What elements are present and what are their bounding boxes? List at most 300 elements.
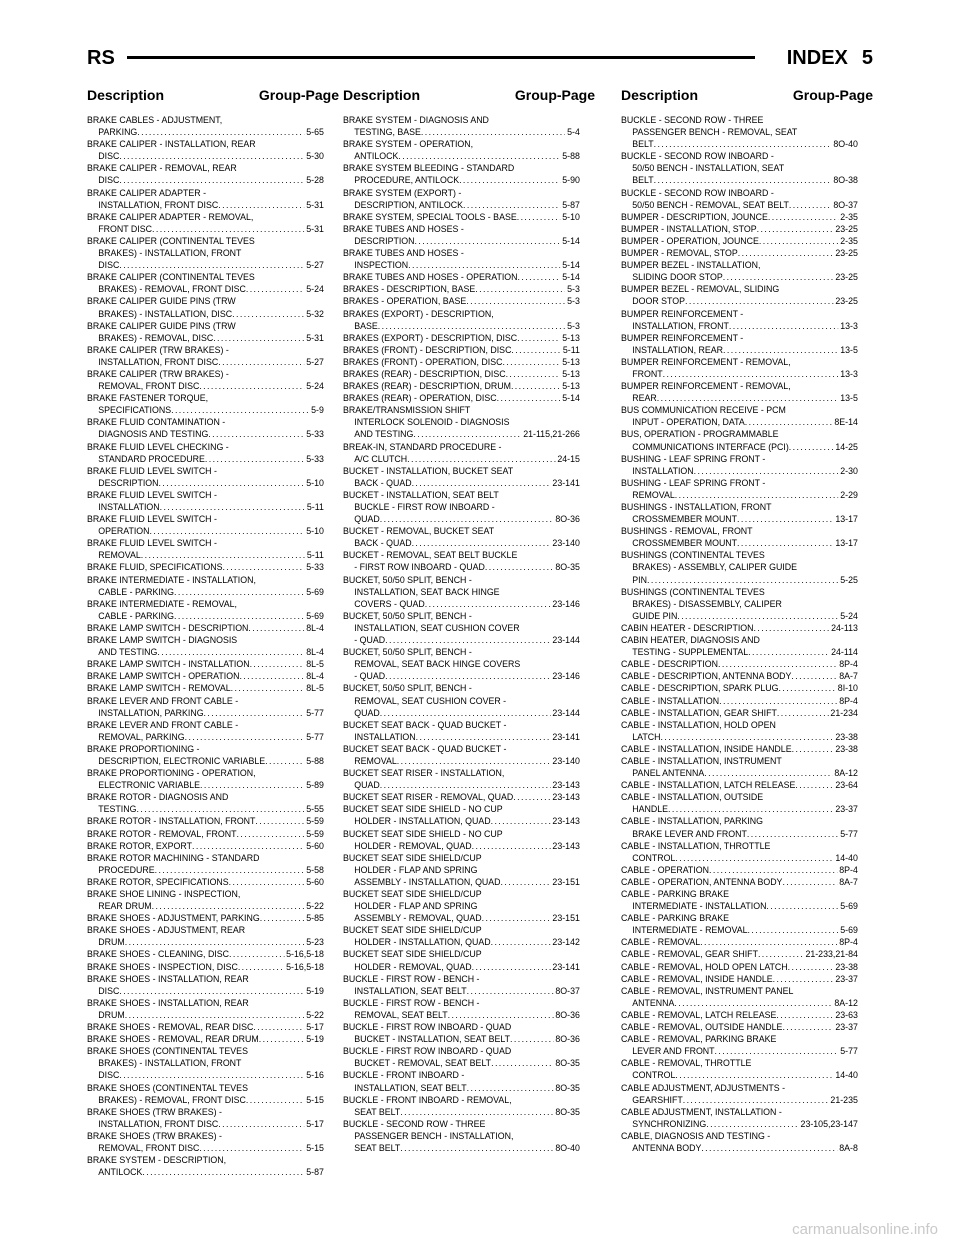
dot-leader xyxy=(448,1009,554,1021)
index-entry xyxy=(87,441,324,465)
entry-page-ref: 5-77 xyxy=(840,827,858,839)
entry-continuation-line xyxy=(343,658,580,670)
index-entry xyxy=(87,670,324,682)
entry-continuation-line xyxy=(87,610,324,622)
entry-page-ref: 8O-35 xyxy=(555,1057,580,1069)
dot-leader xyxy=(199,1142,304,1154)
entry-title-line xyxy=(343,441,580,453)
dot-leader xyxy=(421,126,565,138)
entry-text: A/C CLUTCH xyxy=(354,452,408,464)
entry-title-line xyxy=(621,973,858,985)
entry-page-ref: 23-25 xyxy=(835,222,858,234)
entry-title-line xyxy=(343,610,580,622)
dot-leader xyxy=(400,1142,553,1154)
index-entry xyxy=(343,1045,580,1069)
entry-title-line xyxy=(621,586,858,598)
entry-continuation-line xyxy=(621,537,858,549)
index-entry xyxy=(621,247,858,259)
entry-text: BRAKES) - INSTALLATION, FRONT xyxy=(98,247,242,259)
entry-title-line xyxy=(87,1021,324,1033)
index-entry xyxy=(621,695,858,707)
entry-page-ref: 23-25 xyxy=(835,271,858,283)
entry-text: BRAKE SYSTEM (EXPORT) - xyxy=(343,186,462,198)
index-entry xyxy=(621,1033,858,1057)
dot-leader xyxy=(757,223,834,235)
entry-text: CONTROL xyxy=(632,851,676,863)
entry-continuation-line xyxy=(87,525,324,537)
dot-leader xyxy=(192,840,304,852)
entry-text: DISC xyxy=(98,984,120,996)
entry-text: BRAKE SHOES - INSTALLATION, REAR xyxy=(87,972,249,984)
entry-text: BRAKE PROPORTIONING - OPERATION, xyxy=(87,767,256,779)
entry-title-line xyxy=(621,779,858,791)
entry-text: HOLDER - FLAP AND SPRING xyxy=(354,900,478,912)
entry-page-ref: 8L-4 xyxy=(306,646,324,658)
entry-page-ref: 8O-40 xyxy=(555,1141,580,1153)
entry-title-line xyxy=(621,985,858,997)
entry-page-ref: 5-69 xyxy=(306,609,324,621)
dot-leader xyxy=(425,598,551,610)
entry-text: CABLE - PARKING BRAKE xyxy=(621,912,730,924)
index-entry xyxy=(343,441,580,465)
entry-page-ref: 5-31 xyxy=(306,222,324,234)
entry-page-ref: 14-25 xyxy=(835,440,858,452)
entry-text: BUCKLE - FIRST ROW INBOARD - xyxy=(354,501,495,512)
entry-text: BRAKE SHOES - REMOVAL, REAR DRUM xyxy=(87,1033,259,1045)
entry-text: BUSHINGS (CONTINENTAL TEVES xyxy=(621,549,765,561)
entry-text: CABIN HEATER, DIAGNOSIS AND xyxy=(621,634,760,646)
entry-title-line xyxy=(87,924,324,936)
entry-page-ref: 5-65 xyxy=(306,126,324,138)
entry-title-line xyxy=(621,961,858,973)
index-entry xyxy=(343,162,580,186)
index-entry xyxy=(343,308,580,332)
entry-continuation-line xyxy=(343,259,580,271)
dot-leader xyxy=(380,779,551,791)
index-entry xyxy=(343,828,580,852)
section-code: RS xyxy=(87,47,115,69)
dot-leader xyxy=(502,356,560,368)
watermark: carmanualsonline.info xyxy=(792,1221,938,1238)
entry-continuation-line xyxy=(87,803,324,815)
entry-title-line xyxy=(343,283,580,295)
entry-continuation-line xyxy=(343,453,580,465)
entry-text: BUCKLE - FRONT INBOARD - REMOVAL, xyxy=(343,1093,512,1105)
entry-text: SEAT BELT xyxy=(354,1141,401,1153)
entry-continuation-line xyxy=(621,489,858,501)
dot-leader xyxy=(466,295,565,307)
entry-text: ANTENNA BODY xyxy=(632,1141,702,1153)
entry-text: BUSHINGS - REMOVAL, FRONT xyxy=(621,525,753,537)
index-entry xyxy=(87,973,324,997)
index-entry xyxy=(343,1118,580,1154)
entry-page-ref: 13-5 xyxy=(840,392,858,404)
entry-text: CABLE - REMOVAL, OUTSIDE HANDLE xyxy=(621,1021,783,1033)
entry-text: BRAKE SHOES - ADJUSTMENT, PARKING xyxy=(87,912,260,924)
entry-continuation-line xyxy=(343,1082,580,1094)
entry-text: BRAKE LAMP SWITCH - OPERATION xyxy=(87,670,240,682)
entry-text: BRAKES) - REMOVAL, DISC xyxy=(98,331,214,343)
index-entry xyxy=(621,755,858,779)
entry-text: DESCRIPTION, ANTILOCK xyxy=(354,198,463,210)
entry-text: PASSENGER BENCH - INSTALLATION, xyxy=(354,1129,514,1141)
entry-text: DISC xyxy=(98,259,120,271)
entry-continuation-line xyxy=(621,767,858,779)
entry-text: COVERS - QUAD xyxy=(354,597,425,609)
dot-leader xyxy=(782,876,837,888)
entry-text: CABLE - PARKING BRAKE xyxy=(621,888,730,899)
entry-title-line xyxy=(343,948,580,960)
index-entry xyxy=(621,356,858,380)
entry-continuation-line xyxy=(621,924,858,936)
column-header-1 xyxy=(87,86,339,104)
index-entry xyxy=(87,961,324,973)
entry-text: INSTALLATION, PARKING xyxy=(98,706,204,718)
entry-text: BRAKE FLUID LEVEL CHECKING - xyxy=(87,440,229,452)
entry-text: BUCKET SEAT SIDE SHIELD/CUP xyxy=(343,888,482,899)
entry-text: STANDARD PROCEDURE xyxy=(98,452,205,464)
entry-text: AND TESTING xyxy=(354,428,414,440)
entry-text: COMMUNICATIONS INTERFACE (PCI) xyxy=(632,440,789,452)
dot-leader xyxy=(475,283,565,295)
dot-leader xyxy=(510,1033,553,1045)
index-entry xyxy=(621,308,858,332)
entry-page-ref: 8O-35 xyxy=(555,1105,580,1117)
entry-page-ref: 13-17 xyxy=(835,513,858,525)
entry-text: BRAKE SYSTEM, SPECIAL TOOLS - BASE xyxy=(343,210,517,222)
entry-continuation-line xyxy=(343,815,580,827)
entry-page-ref: 21-233,21-84 xyxy=(805,948,858,960)
entry-title-line xyxy=(343,973,580,985)
index-entry xyxy=(621,912,858,936)
entry-title-line xyxy=(343,368,580,380)
entry-text: QUAD xyxy=(354,779,380,791)
entry-page-ref: 5-85 xyxy=(306,912,324,924)
entry-title-line xyxy=(343,574,580,586)
dot-leader xyxy=(400,1106,553,1118)
entry-page-ref: 5-31 xyxy=(306,198,324,210)
entry-text: CABLE - PARKING xyxy=(98,609,175,621)
index-entry xyxy=(621,150,858,186)
entry-title-line xyxy=(621,187,858,199)
index-entry xyxy=(87,767,324,791)
index-entry xyxy=(343,187,580,211)
entry-continuation-line xyxy=(343,586,580,598)
entry-title-line xyxy=(343,791,580,803)
entry-title-line xyxy=(87,574,324,586)
dot-leader xyxy=(408,259,560,271)
entry-text: DIAGNOSIS AND TESTING xyxy=(98,428,209,440)
entry-text: BUCKET SEAT RISER - REMOVAL, QUAD xyxy=(343,791,514,803)
index-entry xyxy=(343,465,580,489)
entry-title-line xyxy=(87,162,324,174)
entry-text: BUMPER REINFORCEMENT - REMOVAL, xyxy=(621,380,791,392)
entry-title-line xyxy=(621,1009,858,1021)
entry-title-line xyxy=(621,1021,858,1033)
entry-page-ref: 5-14 xyxy=(562,259,580,271)
entry-page-ref: 5-4 xyxy=(567,126,580,138)
entry-continuation-line xyxy=(621,598,858,610)
entry-text: CABLE ADJUSTMENT, ADJUSTMENTS - xyxy=(621,1081,786,1093)
entry-page-ref: 5-25 xyxy=(840,573,858,585)
entry-text: BRAKE CALIPER (TRW BRAKES) - xyxy=(87,367,229,379)
entry-text: BRAKE FLUID LEVEL SWITCH - xyxy=(87,513,217,525)
entry-text: BRAKE CALIPER ADAPTER - xyxy=(87,186,207,198)
entry-text: CABIN HEATER - DESCRIPTION xyxy=(621,621,754,633)
entry-title-line xyxy=(87,271,324,283)
entry-title-line xyxy=(621,247,858,259)
dot-leader xyxy=(415,235,561,247)
entry-text: CABLE - INSTALLATION, INSTRUMENT xyxy=(621,754,782,766)
dot-leader xyxy=(748,646,829,658)
index-entry xyxy=(621,223,858,235)
index-entry xyxy=(621,1082,858,1106)
entry-page-ref: 14-40 xyxy=(835,1069,858,1081)
dot-leader xyxy=(715,1045,839,1057)
dot-leader xyxy=(213,332,304,344)
index-entry xyxy=(621,187,858,211)
entry-text: BRAKE SYSTEM - DIAGNOSIS AND xyxy=(343,114,489,125)
entry-title-line xyxy=(621,707,858,719)
index-entry xyxy=(621,114,858,150)
entry-text: PASSENGER BENCH - REMOVAL, SEAT xyxy=(632,126,798,138)
index-entry xyxy=(621,283,858,307)
index-column-3 xyxy=(621,114,858,1154)
dot-leader xyxy=(675,852,833,864)
entry-text: INSTALLATION, SEAT BELT xyxy=(354,984,467,996)
dot-leader xyxy=(472,840,551,852)
entry-title-line xyxy=(87,961,324,973)
entry-continuation-line xyxy=(87,126,324,138)
index-entry xyxy=(343,211,580,223)
index-entry xyxy=(343,404,580,440)
index-entry xyxy=(87,791,324,815)
entry-title-line xyxy=(621,453,858,465)
entry-text: BRAKES (EXPORT) - DESCRIPTION, xyxy=(343,307,494,319)
entry-continuation-line xyxy=(343,731,580,743)
entry-text: BRAKE INTERMEDIATE - INSTALLATION, xyxy=(87,573,256,585)
entry-page-ref: 5-33 xyxy=(306,561,324,573)
entry-continuation-line xyxy=(87,428,324,440)
dot-leader xyxy=(723,271,834,283)
entry-continuation-line xyxy=(343,912,580,924)
dot-leader xyxy=(777,707,829,719)
entry-text: BRAKE PROPORTIONING - xyxy=(87,742,200,754)
entry-title-line xyxy=(87,973,324,985)
index-entry xyxy=(343,1069,580,1093)
entry-continuation-line xyxy=(343,501,580,513)
entry-title-line xyxy=(343,1118,580,1130)
entry-page-ref: 5-17 xyxy=(306,1021,324,1033)
dot-leader xyxy=(517,332,560,344)
index-entry xyxy=(343,356,580,368)
entry-text: BRAKES) - REMOVAL, FRONT DISC xyxy=(98,1093,246,1105)
index-entry xyxy=(87,948,324,960)
entry-continuation-line xyxy=(621,1142,858,1154)
entry-continuation-line xyxy=(87,985,324,997)
index-entry xyxy=(343,344,580,356)
entry-text: BRAKE LAMP SWITCH - DIAGNOSIS xyxy=(87,634,238,646)
entry-title-line xyxy=(621,682,858,694)
entry-continuation-line xyxy=(343,1142,580,1154)
entry-continuation-line xyxy=(343,840,580,852)
entry-text: HANDLE xyxy=(632,803,669,815)
entry-text: BRAKE SHOES (CONTINENTAL TEVES xyxy=(87,1081,248,1093)
entry-text: - QUAD xyxy=(354,634,386,646)
dot-leader xyxy=(232,308,304,320)
entry-text: REMOVAL xyxy=(632,488,675,500)
entry-page-ref: 5-16 xyxy=(306,1069,324,1081)
entry-text: BUCKET - REMOVAL, SEAT BELT BUCKLE xyxy=(343,549,518,561)
entry-text: REAR xyxy=(632,392,657,404)
entry-text: BRAKE FLUID, SPECIFICATIONS xyxy=(87,561,223,573)
entry-continuation-line xyxy=(87,779,324,791)
index-entry xyxy=(621,259,858,283)
index-entry xyxy=(343,271,580,283)
entry-page-ref: 5-19 xyxy=(306,984,324,996)
entry-text: CABLE - INSTALLATION, INSIDE HANDLE xyxy=(621,742,792,754)
entry-continuation-line xyxy=(621,368,858,380)
entry-continuation-line xyxy=(87,332,324,344)
index-entry xyxy=(87,489,324,513)
index-entry xyxy=(343,646,580,682)
dot-leader xyxy=(704,767,832,779)
entry-page-ref: 5-69 xyxy=(840,924,858,936)
entry-page-ref: 8L-5 xyxy=(306,658,324,670)
index-entry xyxy=(87,114,324,138)
entry-title-line xyxy=(621,501,858,513)
entry-title-line xyxy=(621,743,858,755)
dot-leader xyxy=(152,900,305,912)
entry-continuation-line xyxy=(87,308,324,320)
entry-title-line xyxy=(87,1082,324,1094)
entry-page-ref: 5-77 xyxy=(306,730,324,742)
dot-leader xyxy=(729,320,838,332)
entry-page-ref: 5-3 xyxy=(567,283,580,295)
entry-title-line xyxy=(343,828,580,840)
entry-continuation-line xyxy=(87,936,324,948)
index-entry xyxy=(343,852,580,888)
dot-leader xyxy=(506,368,561,380)
dot-leader xyxy=(791,670,837,682)
entry-page-ref: 8P-4 xyxy=(839,936,858,948)
entry-title-line xyxy=(87,416,324,428)
entry-page-ref: 5-16,5-18 xyxy=(286,948,324,960)
entry-continuation-line xyxy=(343,985,580,997)
entry-text: BRAKE SHOES - INSPECTION, DISC xyxy=(87,960,238,972)
index-entry xyxy=(87,743,324,767)
entry-continuation-line xyxy=(87,586,324,598)
entry-title-line xyxy=(621,912,858,924)
entry-continuation-line xyxy=(621,997,858,1009)
dot-leader xyxy=(485,561,554,573)
entry-text: BRAKE SHOES (TRW BRAKES) - xyxy=(87,1129,222,1141)
entry-page-ref: 5-11 xyxy=(306,501,324,512)
index-entry xyxy=(621,1130,858,1154)
entry-continuation-line xyxy=(343,235,580,247)
entry-title-line xyxy=(87,513,324,525)
entry-continuation-line xyxy=(621,465,858,477)
entry-continuation-line xyxy=(621,162,858,174)
dot-leader xyxy=(185,731,305,743)
entry-title-line xyxy=(621,1106,858,1118)
entry-page-ref: 5-88 xyxy=(562,150,580,162)
dot-leader xyxy=(472,961,551,973)
entry-title-line xyxy=(621,948,858,960)
entry-title-line xyxy=(621,888,858,900)
entry-page-ref: 5-15 xyxy=(306,1141,324,1153)
entry-page-ref: 5-32 xyxy=(306,307,324,319)
entry-text: REMOVAL, FRONT DISC xyxy=(98,380,200,392)
entry-title-line xyxy=(621,1082,858,1094)
entry-page-ref: 8L-5 xyxy=(306,682,324,694)
entry-page-ref: 5-24 xyxy=(306,380,324,392)
entry-continuation-line xyxy=(343,416,580,428)
entry-continuation-line xyxy=(87,1142,324,1154)
entry-text: CABLE - REMOVAL, INSIDE HANDLE xyxy=(621,972,773,984)
entry-page-ref: 23-144 xyxy=(552,634,580,646)
dot-leader xyxy=(398,150,560,162)
index-entry xyxy=(621,477,858,501)
entry-page-ref: 5-14 xyxy=(562,271,580,283)
entry-title-line xyxy=(87,1154,324,1166)
entry-text: CABLE - OPERATION, ANTENNA BODY xyxy=(621,875,783,887)
entry-text: DISC xyxy=(98,150,120,162)
entry-text: BRAKE SYSTEM BLEEDING - STANDARD xyxy=(343,162,515,174)
entry-page-ref: 5-89 xyxy=(306,779,324,791)
entry-title-line xyxy=(87,719,324,731)
entry-text: BUCKLE - SECOND ROW INBOARD - xyxy=(621,186,774,198)
entry-page-ref: 24-114 xyxy=(831,646,858,658)
entry-text: INSTALLATION xyxy=(632,464,694,476)
entry-continuation-line xyxy=(343,900,580,912)
entry-text: BRAKE LAMP SWITCH - REMOVAL xyxy=(87,682,231,694)
entry-text: BRAKE ROTOR - REMOVAL, FRONT xyxy=(87,827,237,839)
entry-continuation-line xyxy=(343,428,580,440)
entry-page-ref: 23-140 xyxy=(552,537,580,549)
entry-continuation-line xyxy=(343,477,580,489)
dot-leader xyxy=(663,368,839,380)
dot-leader xyxy=(694,465,839,477)
index-entry xyxy=(87,682,324,694)
entry-continuation-line xyxy=(87,380,324,392)
entry-text: INTERMEDIATE - REMOVAL xyxy=(632,924,748,936)
entry-title-line xyxy=(343,465,580,477)
entry-continuation-line xyxy=(343,779,580,791)
entry-text: BUCKET - INSTALLATION, SEAT BELT xyxy=(343,488,499,500)
entry-text: BRAKE TUBES AND HOSES - OPERATION xyxy=(343,271,518,283)
entry-page-ref: 5-33 xyxy=(306,452,324,464)
entry-continuation-line xyxy=(343,598,580,610)
index-entry xyxy=(343,803,580,827)
index-entry xyxy=(87,1033,324,1045)
dot-leader xyxy=(501,876,551,888)
entry-title-line xyxy=(343,767,580,779)
entry-page-ref: 8O-37 xyxy=(833,198,858,210)
entry-text: PROCEDURE xyxy=(98,863,155,875)
index-entry xyxy=(87,622,324,634)
dot-leader xyxy=(237,828,305,840)
entry-text: ANTILOCK xyxy=(98,1166,143,1178)
entry-page-ref: 5-22 xyxy=(306,900,324,912)
dot-leader xyxy=(218,199,304,211)
dot-leader xyxy=(782,1021,833,1033)
entry-page-ref: 5-77 xyxy=(306,706,324,718)
dot-leader xyxy=(657,392,839,404)
dot-leader xyxy=(766,900,838,912)
index-entry xyxy=(87,876,324,888)
entry-page-ref: 8L-4 xyxy=(306,670,324,682)
